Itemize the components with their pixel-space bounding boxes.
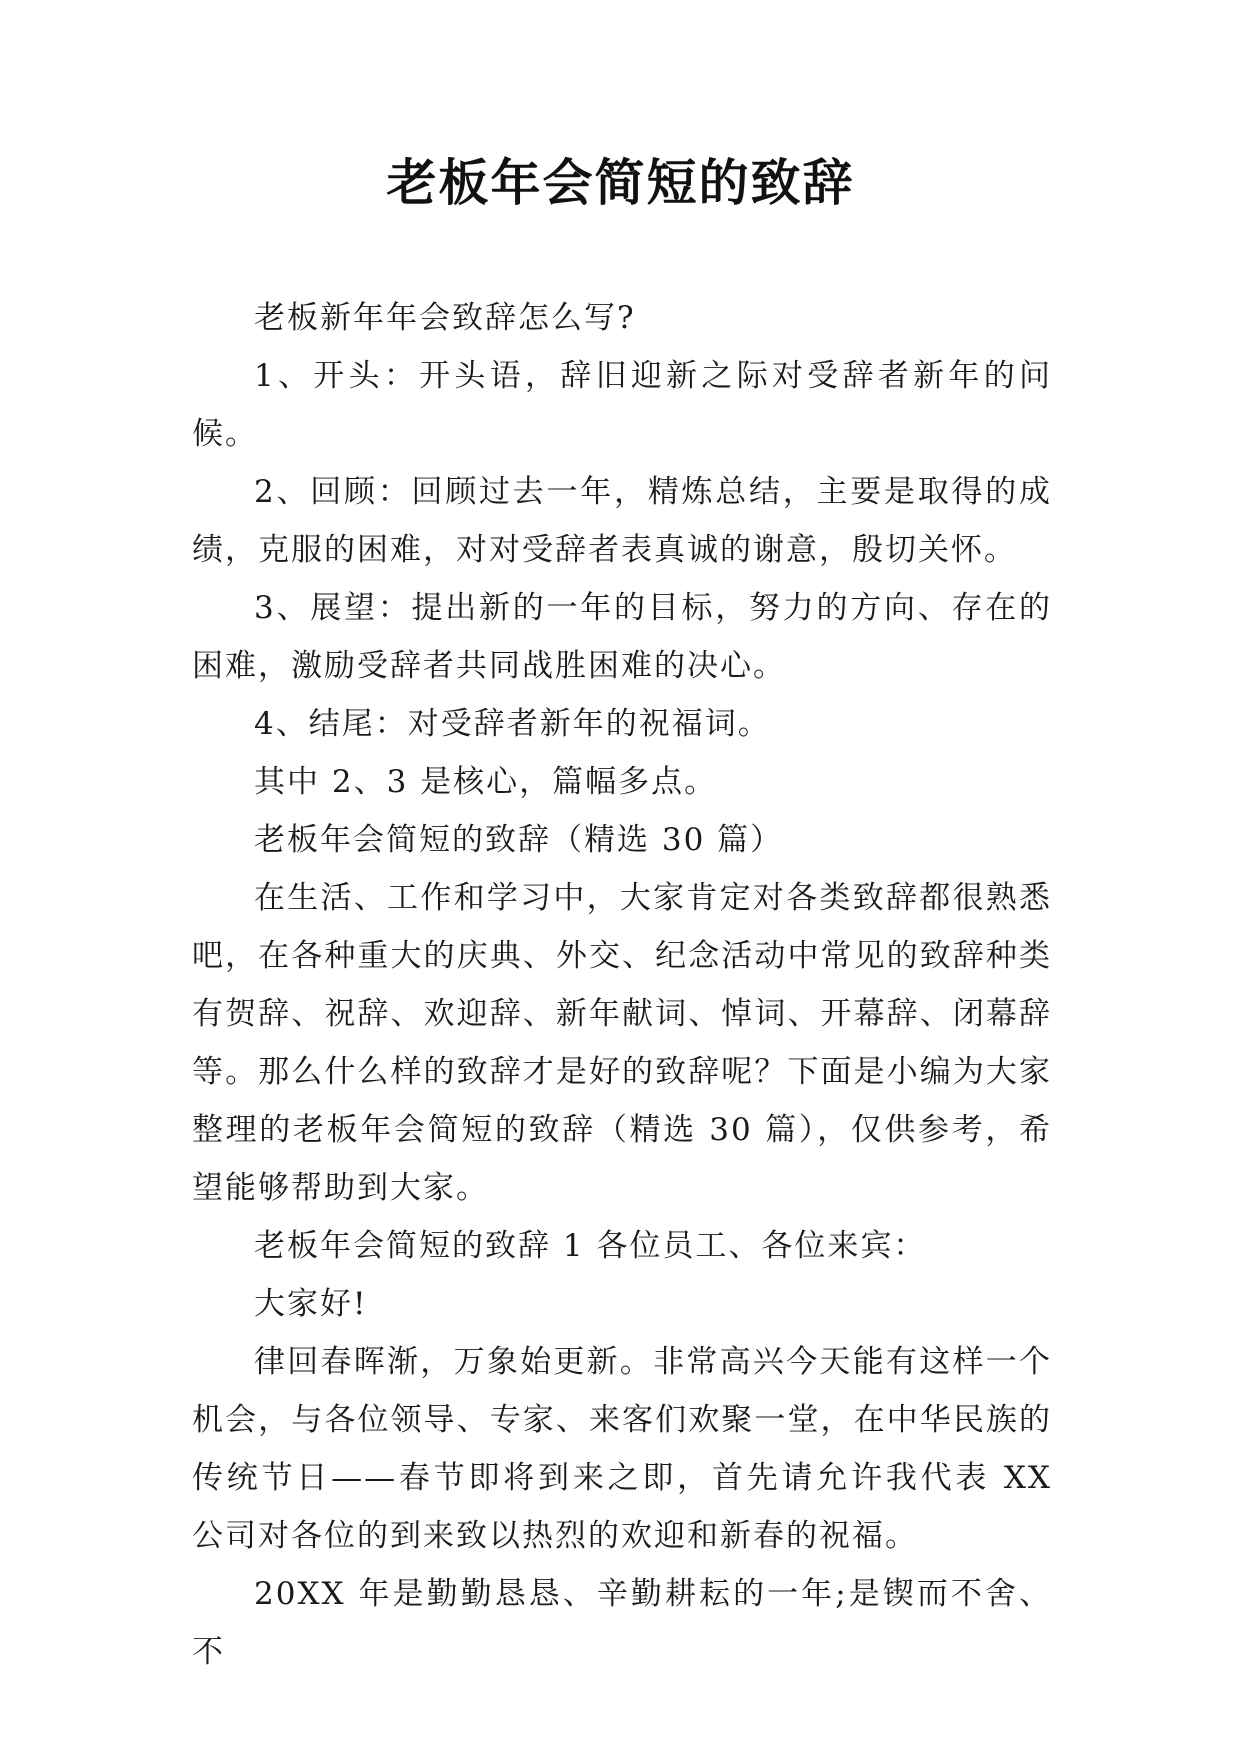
paragraph-greeting: 大家好! bbox=[254, 1286, 368, 1322]
paragraph-speech-1-salutation: 老板年会简短的致辞 1 各位员工、各位来宾： bbox=[254, 1228, 927, 1264]
paragraph-point-3: 3、展望：提出新的一年的目标，努力的方向、存在的困难，激励受辞者共同战胜困难的决心。 bbox=[192, 590, 1052, 684]
paragraph-point-1: 1、开头：开头语，辞旧迎新之际对受辞者新年的问候。 bbox=[192, 358, 1052, 452]
paragraph-core-note: 其中 2、3 是核心，篇幅多点。 bbox=[254, 764, 718, 800]
paragraph-section-heading: 老板年会简短的致辞（精选 30 篇） bbox=[254, 822, 784, 858]
paragraph-intro-question: 老板新年年会致辞怎么写? bbox=[254, 300, 636, 336]
paragraph-welcome: 律回春晖渐，万象始更新。非常高兴今天能有这样一个机会，与各位领导、专家、来客们欢聚一堂，在中华民族的传统节日——春节即将到来之即，首先请允许我代表 XX 公司对各位的到来致以热烈的欢迎和新春的祝福。 bbox=[192, 1344, 1052, 1554]
paragraph-introduction: 在生活、工作和学习中，大家肯定对各类致辞都很熟悉吧，在各种重大的庆典、外交、纪念活动中常见的致辞种类有贺辞、祝辞、欢迎辞、新年献词、悼词、开幕辞、闭幕辞等。那么什么样的致辞才是好的致辞呢？下面是小编为大家整理的老板年会简短的致辞（精选 30 篇），仅供参考，希望能够帮助到大家。 bbox=[192, 880, 1052, 1206]
document-body bbox=[192, 289, 1052, 1681]
document-title: 老板年会简短的致辞 bbox=[386, 153, 855, 212]
paragraph-year-review: 20XX 年是勤勤恳恳、辛勤耕耘的一年;是锲而不舍、不 bbox=[192, 1576, 1052, 1670]
paragraph-point-2: 2、回顾：回顾过去一年，精炼总结，主要是取得的成绩，克服的困难，对对受辞者表真诚的谢意，殷切关怀。 bbox=[192, 474, 1052, 568]
paragraph-point-4: 4、结尾：对受辞者新年的祝福词。 bbox=[254, 706, 771, 742]
